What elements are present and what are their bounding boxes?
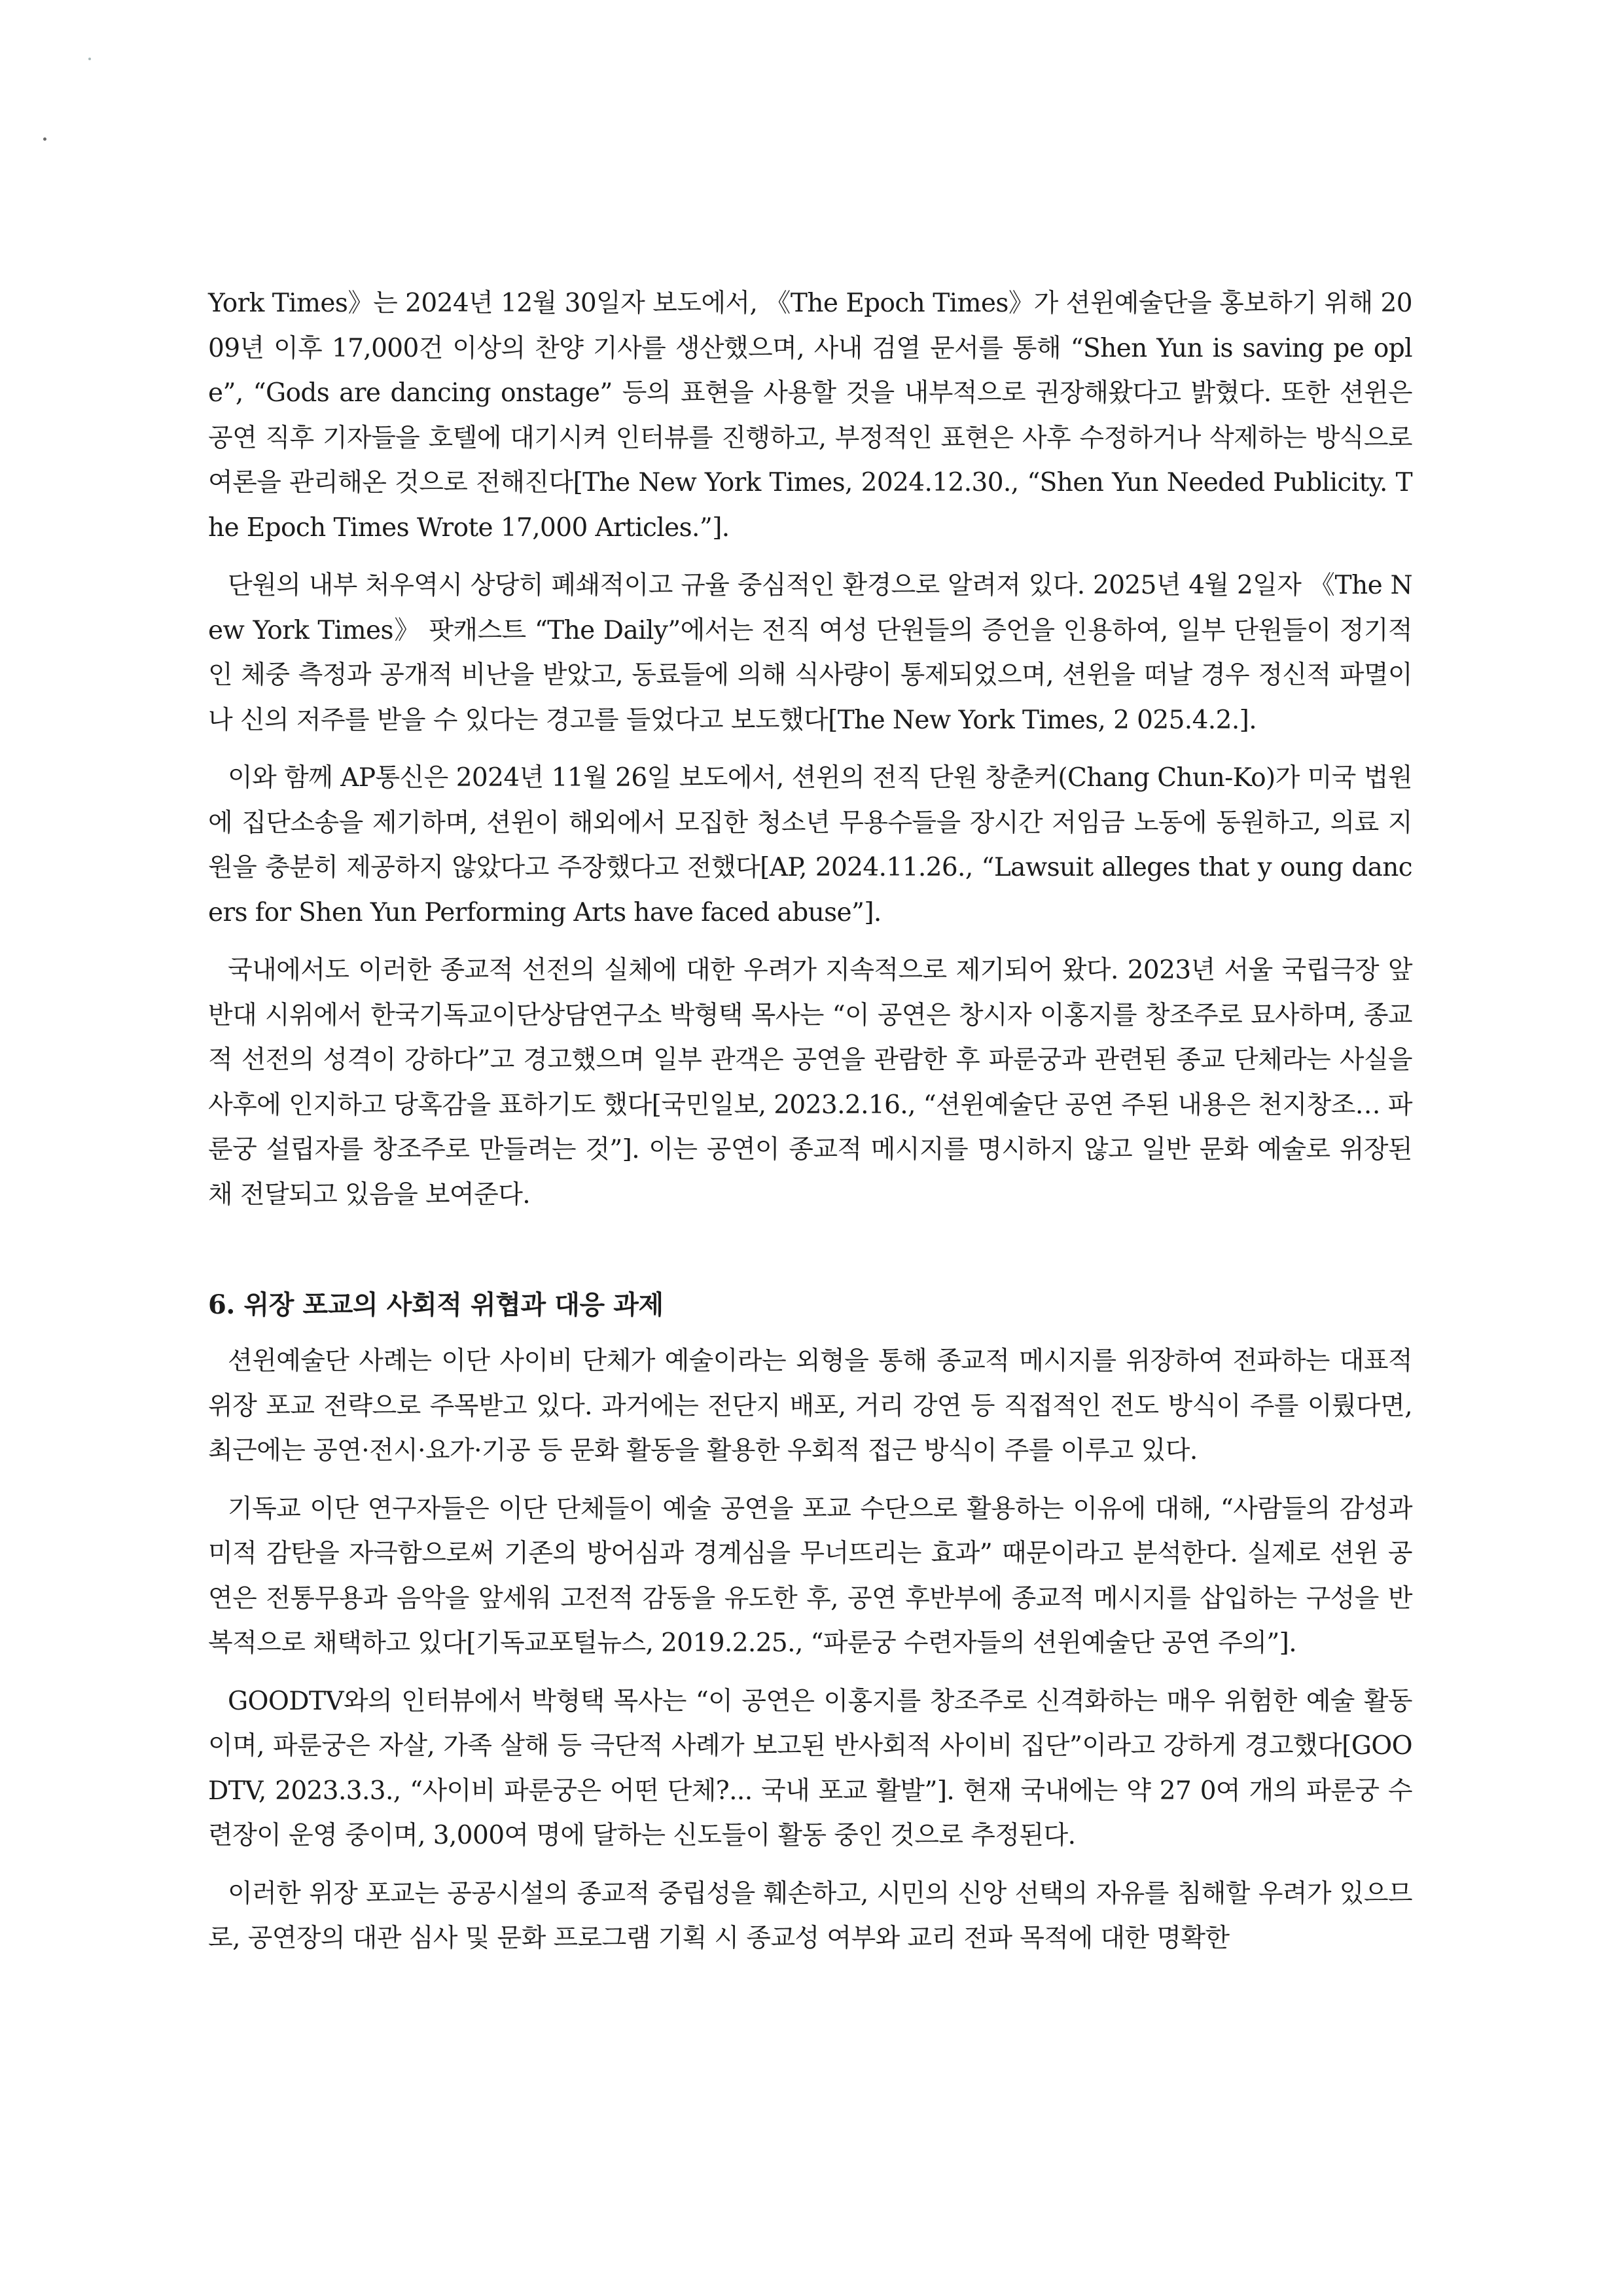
scan-artifact-dot bbox=[88, 58, 91, 60]
section-heading: 6. 위장 포교의 사회적 위협과 대응 과제 bbox=[208, 1289, 664, 1320]
body-paragraph: 이러한 위장 포교는 공공시설의 종교적 중립성을 훼손하고, 시민의 신앙 선택의 자유를 침해할 우려가 있으므로, 공연장의 대관 심사 및 문화 프로그램 기획 시 종교성 여부와 교리 전파 목적에 대한 명확한 bbox=[208, 1878, 1412, 1953]
body-paragraph: GOODTV와의 인터뷰에서 박형택 목사는 “이 공연은 이홍지를 창조주로 신격화하는 매우 위험한 예술 활동이며, 파룬궁은 자살, 가족 살해 등 극단적 사례가 보고된 반사회적 사이비 집단”이라고 강하게 경고했다[GOODTV, 2023.3.3., “사이비 파룬궁은 어떤 단체?... 국내 포교 활발”]. 현재 국내에는 약 27 0여 개의 파룬궁 수련장이 운영 중이며, 3,000여 명에 달하는 신도들이 활동 중인 것으로 추정된다. bbox=[208, 1686, 1412, 1850]
body-paragraph: York Times》는 2024년 12월 30일자 보도에서, 《The Epoch Times》가 션윈예술단을 홍보하기 위해 2009년 이후 17,000건 이상의 찬양 기사를 생산했으며, 사내 검열 문서를 통해 “Shen Yun is saving pe ople”, “Gods are dancing onstage” 등의 표현을 사용할 것을 내부적으로 권장해왔다고 밝혔다. 또한 션윈은 공연 직후 기자들을 호텔에 대기시켜 인터뷰를 진행하고, 부정적인 표현은 사후 수정하거나 삭제하는 방식으로 여론을 관리해온 것으로 전해진다[The New York Times, 2024.12.30., “Shen Yun Needed Publicity. The Epoch Times Wrote 17,000 Articles.”]. bbox=[208, 289, 1412, 543]
body-paragraph: 단원의 내부 처우역시 상당히 폐쇄적이고 규율 중심적인 환경으로 알려져 있다. 2025년 4월 2일자 《The New York Times》 팟캐스트 “The Daily”에서는 전직 여성 단원들의 증언을 인용하여, 일부 단원들이 정기적인 체중 측정과 공개적 비난을 받았고, 동료들에 의해 식사량이 통제되었으며, 션윈을 떠날 경우 정신적 파멸이나 신의 저주를 받을 수 있다는 경고를 들었다고 보도했다[The New York Times, 2 025.4.2.]. bbox=[208, 571, 1412, 735]
body-paragraph: 이와 함께 AP통신은 2024년 11월 26일 보도에서, 션윈의 전직 단원 창춘커(Chang Chun-Ko)가 미국 법원에 집단소송을 제기하며, 션윈이 해외에서 모집한 청소년 무용수들을 장시간 저임금 노동에 동원하고, 의료 지원을 충분히 제공하지 않았다고 주장했다고 전했다[AP, 2024.11.26., “Lawsuit alleges that y oung dancers for Shen Yun Performing Arts have faced abuse”]. bbox=[208, 763, 1412, 927]
document-page-body bbox=[208, 281, 1412, 1962]
body-paragraph: 국내에서도 이러한 종교적 선전의 실체에 대한 우려가 지속적으로 제기되어 왔다. 2023년 서울 국립극장 앞 반대 시위에서 한국기독교이단상담연구소 박형택 목사는 “이 공연은 창시자 이홍지를 창조주로 묘사하며, 종교적 선전의 성격이 강하다”고 경고했으며 일부 관객은 공연을 관람한 후 파룬궁과 관련된 종교 단체라는 사실을 사후에 인지하고 당혹감을 표하기도 했다[국민일보, 2023.2.16., “션윈예술단 공연 주된 내용은 천지창조… 파룬궁 설립자를 창조주로 만들려는 것”]. 이는 공연이 종교적 메시지를 명시하지 않고 일반 문화 예술로 위장된 채 전달되고 있음을 보여준다. bbox=[208, 956, 1412, 1210]
body-paragraph: 션윈예술단 사례는 이단 사이비 단체가 예술이라는 외형을 통해 종교적 메시지를 위장하여 전파하는 대표적 위장 포교 전략으로 주목받고 있다. 과거에는 전단지 배포, 거리 강연 등 직접적인 전도 방식이 주를 이뤘다면, 최근에는 공연·전시·요가·기공 등 문화 활동을 활용한 우회적 접근 방식이 주를 이루고 있다. bbox=[208, 1346, 1412, 1465]
scan-artifact-dot bbox=[43, 137, 46, 141]
section-6 bbox=[208, 1283, 1412, 1962]
body-paragraph: 기독교 이단 연구자들은 이단 단체들이 예술 공연을 포교 수단으로 활용하는 이유에 대해, “사람들의 감성과 미적 감탄을 자극함으로써 기존의 방어심과 경계심을 무너뜨리는 효과” 때문이라고 분석한다. 실제로 션윈 공연은 전통무용과 음악을 앞세워 고전적 감동을 유도한 후, 공연 후반부에 종교적 메시지를 삽입하는 구성을 반복적으로 채택하고 있다[기독교포털뉴스, 2019.2.25., “파룬궁 수련자들의 션윈예술단 공연 주의”]. bbox=[208, 1494, 1412, 1658]
